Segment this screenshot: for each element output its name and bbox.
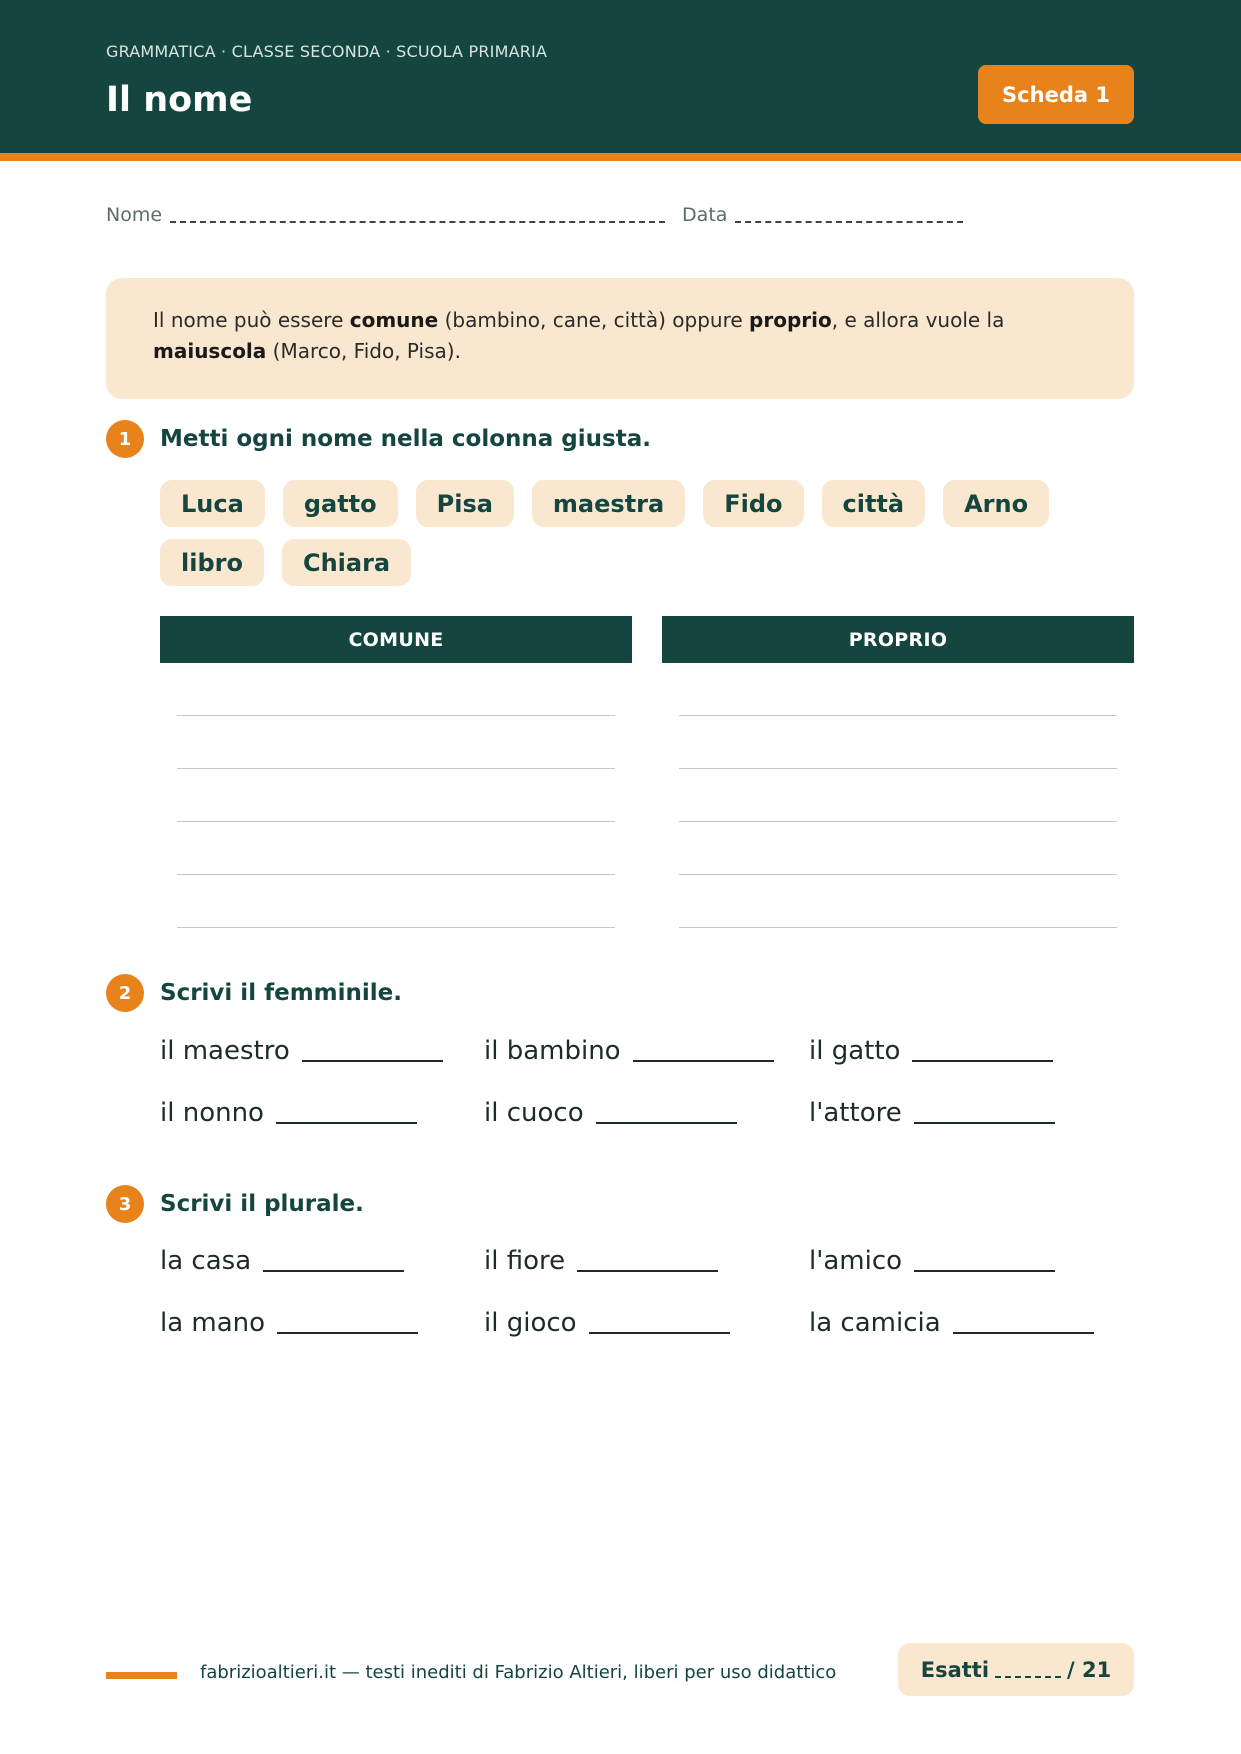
column-header-comune: COMUNE [160, 616, 632, 663]
fill-item-word: la mano [160, 1308, 266, 1338]
word-chip[interactable]: Luca [160, 480, 265, 527]
fill-item-word: la camicia [809, 1308, 941, 1338]
fill-item [484, 1246, 718, 1276]
write-line[interactable] [679, 875, 1117, 928]
score-label: Esatti [920, 1657, 990, 1682]
fill-item [160, 1098, 417, 1128]
score-total: / 21 [1067, 1657, 1112, 1682]
word-chip[interactable]: Fido [703, 480, 803, 527]
write-line[interactable] [679, 822, 1117, 875]
fill-item-word: il cuoco [484, 1098, 584, 1128]
fill-item-word: l'attore [809, 1098, 902, 1128]
column-comune [160, 616, 632, 928]
exercise-instruction: Scrivi il plurale. [160, 1191, 364, 1217]
write-line[interactable] [177, 822, 615, 875]
write-line[interactable] [177, 663, 615, 716]
exercise-3-heading [106, 1185, 364, 1223]
column-header-proprio: PROPRIO [662, 616, 1134, 663]
answer-blank[interactable] [633, 1060, 774, 1062]
footer-credit: fabrizioaltieri.it — testi inediti di Fabrizio Altieri, liberi per uso didattico [200, 1662, 837, 1683]
fill-item [484, 1098, 737, 1128]
rule-box [106, 278, 1134, 399]
fill-item-word: l'amico [809, 1246, 903, 1276]
fill-item [160, 1036, 443, 1066]
exercise-number-badge: 1 [106, 420, 144, 458]
fill-item-word: il bambino [484, 1036, 621, 1066]
fill-item [160, 1308, 418, 1338]
fill-item [160, 1246, 404, 1276]
rule-text: (bambino, cane, città) oppure [438, 308, 750, 332]
write-line[interactable] [679, 716, 1117, 769]
exercise-1-heading [106, 420, 651, 458]
page-title: Il nome [106, 80, 253, 120]
write-line[interactable] [177, 875, 615, 928]
header-accent-stripe [0, 153, 1241, 161]
name-field[interactable] [170, 221, 665, 223]
fill-item-word: il maestro [160, 1036, 290, 1066]
write-line[interactable] [679, 663, 1117, 716]
header [0, 0, 1241, 153]
column-proprio [662, 616, 1134, 928]
rule-text: , e allora vuole la [831, 308, 1005, 332]
date-field[interactable] [735, 221, 963, 223]
answer-blank[interactable] [302, 1060, 443, 1062]
rule-text: (Marco, Fido, Pisa). [266, 339, 461, 363]
exercise-number-badge: 2 [106, 974, 144, 1012]
date-label: Data [682, 204, 728, 226]
fill-item [484, 1036, 774, 1066]
rule-term-maiuscola: maiuscola [153, 339, 267, 363]
write-line[interactable] [177, 716, 615, 769]
footer-accent-bar [106, 1672, 177, 1679]
answer-blank[interactable] [277, 1332, 418, 1334]
exercise-number-badge: 3 [106, 1185, 144, 1223]
fill-item [809, 1246, 1055, 1276]
word-chip[interactable]: città [822, 480, 926, 527]
word-chip[interactable]: gatto [283, 480, 398, 527]
rule-term-comune: comune [349, 308, 439, 332]
write-line[interactable] [177, 769, 615, 822]
header-supertitle: GRAMMATICA · CLASSE SECONDA · SCUOLA PRIMARIA [106, 42, 548, 61]
exercise-2-heading [106, 974, 402, 1012]
name-date-row [106, 204, 963, 226]
answer-blank[interactable] [276, 1122, 417, 1124]
word-chip[interactable]: Pisa [416, 480, 514, 527]
fill-item-word: il gatto [809, 1036, 901, 1066]
fill-item [809, 1308, 1094, 1338]
word-chip[interactable]: libro [160, 539, 264, 586]
score-box [898, 1643, 1134, 1696]
answer-blank[interactable] [914, 1122, 1055, 1124]
worksheet-badge: Scheda 1 [978, 65, 1134, 124]
fill-item-word: il gioco [484, 1308, 577, 1338]
fill-item [484, 1308, 730, 1338]
word-bank [160, 480, 1120, 586]
fill-item-word: la casa [160, 1246, 252, 1276]
fill-item [809, 1098, 1055, 1128]
write-line[interactable] [679, 769, 1117, 822]
word-chip[interactable]: Arno [943, 480, 1049, 527]
score-field[interactable] [995, 1676, 1061, 1678]
exercise-instruction: Scrivi il femminile. [160, 980, 402, 1006]
answer-blank[interactable] [914, 1270, 1055, 1272]
rule-text: Il nome può essere [153, 308, 350, 332]
answer-blank[interactable] [912, 1060, 1053, 1062]
word-chip[interactable]: maestra [532, 480, 685, 527]
answer-blank[interactable] [263, 1270, 404, 1272]
rule-term-proprio: proprio [749, 308, 832, 332]
fill-item [809, 1036, 1053, 1066]
word-chip[interactable]: Chiara [282, 539, 411, 586]
answer-blank[interactable] [953, 1332, 1094, 1334]
answer-blank[interactable] [589, 1332, 730, 1334]
answer-blank[interactable] [596, 1122, 737, 1124]
exercise-instruction: Metti ogni nome nella colonna giusta. [160, 426, 651, 452]
fill-item-word: il fiore [484, 1246, 566, 1276]
answer-blank[interactable] [577, 1270, 718, 1272]
name-label: Nome [106, 204, 163, 226]
fill-item-word: il nonno [160, 1098, 264, 1128]
